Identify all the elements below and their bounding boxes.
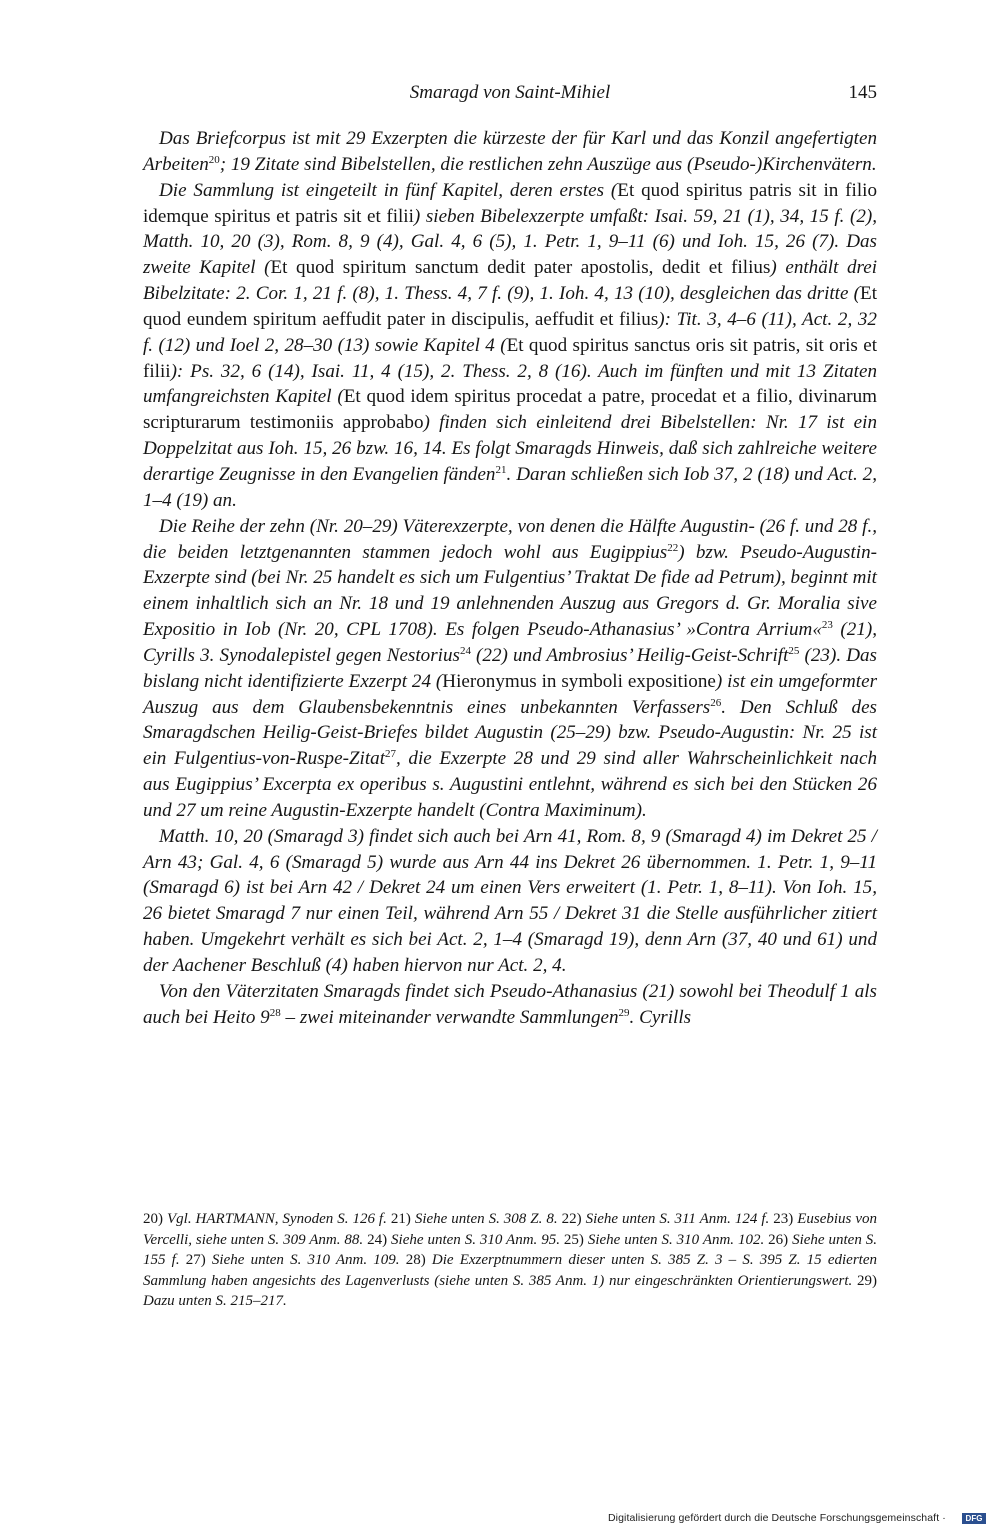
footnote-text: Vgl. HARTMANN, Synoden S. 126 f. <box>166 1211 387 1227</box>
latin-quote: Hieronymus in symboli expositione <box>442 670 716 692</box>
text-run: 24) <box>363 1231 392 1248</box>
text-run: ) sieben Bibelexzerpte umfaßt: Isai. 59, 21 (1), 34, 15 f. (2), Matth. 10, 20 (3), Rom. 8, 9 (4), Gal. 4, 6 (5), 1. Petr. 1, 9–11 (6) und Ioh. 15, 26 (7). Das zweite Kapitel ( <box>143 205 877 279</box>
latin-quote: Et quod spiritus patris sit in filio idemque spiritus et patris sit et filii <box>143 179 877 227</box>
footnote-ref: 28 <box>269 1006 281 1019</box>
text-run: 21) <box>386 1211 415 1227</box>
text-run: . Cyrills <box>629 1006 692 1028</box>
footnote-text: Die Exzerptnummern dieser unten S. 385 Z. 3 – S. 395 Z. 15 edierten Sammlung haben angesichts des Lagenverlusts (siehe unten S. 385 Anm. 1) nur eingeschränkten Orientierungswert. <box>143 1252 877 1289</box>
text-run: (22) und Ambrosius’ Heilig-Geist-Schrift <box>470 644 789 666</box>
paragraph <box>143 514 877 824</box>
footnotes <box>143 1209 877 1312</box>
text-run: 28) <box>399 1252 432 1269</box>
text-run: 25) <box>559 1231 588 1248</box>
text-run: ) enthält drei Bibelzitate: 2. Cor. 1, 21 f. (8), 1. Thess. 4, 7 f. (9), 1. Ioh. 4, 13 (10), desgleichen das dritte ( <box>143 257 878 305</box>
text-run: 27) <box>179 1252 212 1269</box>
footnote-ref: 26 <box>710 696 722 709</box>
text-run: ): Ps. 32, 6 (14), Isai. 11, 4 (15), 2. Thess. 2, 8 (16). Auch im fünften und mit 13 Zitaten umfangreichsten Kapitel ( <box>143 360 877 408</box>
text-run: ; 19 Zitate sind Bibelstellen, die restlichen zehn Auszüge aus (Pseudo-)Kirchenvätern. <box>219 153 877 175</box>
text-run: ): Tit. 3, 4–6 (11), Act. 2, 32 f. (12) und Ioel 2, 28–30 (13) sowie Kapitel 4 ( <box>143 308 877 356</box>
footnote-text: Dazu unten S. 215–217. <box>143 1293 287 1310</box>
text-run: Die Reihe der zehn (Nr. 20–29) Väterexzerpte, von denen die Hälfte Augustin- (26 f. und 28 f., die beiden letztgenannten stammen jedoch wohl aus Eugippius <box>143 515 877 563</box>
footnote-ref: 24 <box>459 644 471 657</box>
running-title: Smaragd von Saint-Mihiel <box>409 82 611 103</box>
text-run: . Daran schließen sich Iob 37, 2 (18) und Act. 2, 1–4 (19) an. <box>143 463 877 511</box>
footnote-text: Siehe unten S. 308 Z. 8. <box>414 1211 558 1227</box>
text-run: ) ist ein umgeformter Auszug aus dem Glaubensbekenntnis eines unbekannten Verfassers <box>143 670 877 718</box>
text-run: Das Briefcorpus ist mit 29 Exzerpten die kürzeste der für Karl und das Konzil angefertigten Arbeiten <box>143 128 877 175</box>
text-run: ) bzw. Pseudo-Augustin-Exzerpte sind (bei Nr. 25 handelt es sich um Fulgentius’ Traktat De fide ad Petrum), beginnt mit einem inhaltlich sich an Nr. 18 und 19 anlehnenden Auszug aus Gregors d. Gr. Moralia sive Expositio in Iob (Nr. 20, CPL 1708). Es folgen Pseudo-Athanasius’ »Contra Arrium« <box>143 541 877 641</box>
text-run: 23) <box>769 1211 798 1227</box>
latin-quote: Et quod idem spiritus procedat a patre, procedat et a filio, divinarum scripturarum testimoniis approbabo <box>143 386 878 434</box>
text-run: Die Sammlung ist eingeteilt in fünf Kapitel, deren erstes ( <box>159 179 618 201</box>
text-run: (21), Cyrills 3. Synodalepistel gegen Nestorius <box>143 619 877 666</box>
latin-quote: Et quod spiritus sanctus oris sit patris, sit oris et filii <box>143 334 877 382</box>
footnote-ref: 22 <box>667 541 679 554</box>
paragraph <box>143 979 877 1031</box>
text-run: – zwei miteinander verwandte Sammlungen <box>280 1006 619 1028</box>
footnote-ref: 20 <box>208 153 220 166</box>
footnote-ref: 27 <box>385 748 397 761</box>
footnote-ref: 29 <box>618 1006 630 1019</box>
footnote-ref: 21 <box>495 463 507 476</box>
dfg-logo: DFG <box>962 1513 986 1524</box>
footnote-text: Eusebius von Vercelli, siehe unten S. 309 Anm. 88. <box>143 1211 878 1248</box>
footnote-text: Siehe unten S. 310 Anm. 95. <box>391 1231 560 1248</box>
text-run: 22) <box>557 1211 586 1227</box>
text-run: . Den Schluß des Smaragdschen Heilig-Geist-Briefes bildet Augustin (25–29) bzw. Pseudo-Augustin: Nr. 25 ist ein Fulgentius-von-Ruspe-Zitat <box>143 696 877 770</box>
text-run: ) finden sich einleitend drei Bibelstellen: Nr. 17 ist ein Doppelzitat aus Ioh. 15, 26 bzw. 16, 14. Es folgt Smaragds Hinweis, daß sich zahlreiche weitere derartige Zeugnisse in den Evangelien fänden <box>143 412 877 485</box>
text-run: 26) <box>764 1231 793 1248</box>
paragraph <box>143 178 877 514</box>
paragraph <box>143 126 877 178</box>
text-run: Von den Väterzitaten Smaragds findet sich Pseudo-Athanasius (21) sowohl bei Theodulf 1 als auch bei Heito 9 <box>143 980 877 1028</box>
footnote-block <box>143 1209 877 1312</box>
footnote-text: Siehe unten S. 310 Anm. 109. <box>211 1252 400 1269</box>
text-run: 20) <box>143 1211 167 1227</box>
text-run: , die Exzerpte 28 und 29 sind aller Wahrscheinlichkeit nach aus Eugippius’ Excerpta ex operibus s. Augustini entlehnt, während es sich bei den Stücken 26 und 27 um reine Augustin-Exzerpte handelt (Contra Maximinum). <box>143 748 877 821</box>
paragraph <box>143 824 877 979</box>
text-run: 29) <box>852 1272 877 1289</box>
footnote-ref: 25 <box>788 644 800 657</box>
footnote-text: Siehe unten S. 310 Anm. 102. <box>587 1231 765 1248</box>
main-text <box>143 126 877 1031</box>
text-run: (23). Das bislang nicht identifizierte Exzerpt 24 ( <box>143 644 877 692</box>
footnote-text: Siehe unten S. 311 Anm. 124 f. <box>585 1211 770 1227</box>
page-number: 145 <box>848 82 877 103</box>
footnote-text: Siehe unten S. 155 f. <box>143 1231 878 1269</box>
latin-quote: Et quod eundem spiritum aeffudit pater in discipulis, aeffudit et filius <box>143 283 877 330</box>
latin-quote: Et quod spiritum sanctum dedit pater apostolis, dedit et filius <box>270 257 771 279</box>
text-run: Matth. 10, 20 (Smaragd 3) findet sich auch bei Arn 41, Rom. 8, 9 (Smaragd 4) im Dekret 25 / Arn 43; Gal. 4, 6 (Smaragd 5) wurde aus Arn 44 ins Dekret 26 übernommen. 1. Petr. 1, 9–11 (Smaragd 6) ist bei Arn 42 / Dekret 24 um einen Vers erweitert (1. Petr. 1, 8–11). Von Ioh. 15, 26 bietet Smaragd 7 nur einen Teil, während Arn 55 / Dekret 31 die Stelle ausführlicher zitiert haben. Umgekehrt verhält es sich bei Act. 2, 1–4 (Smaragd 19), denn Arn (37, 40 und 61) und der Aachener Beschluß (4) haben hiervon nur Act. 2, 4. <box>143 825 877 976</box>
digitization-credit: Digitalisierung gefördert durch die Deutsche Forschungsgemeinschaft · <box>608 1512 946 1524</box>
running-header <box>143 78 877 108</box>
footnote-ref: 23 <box>821 619 833 632</box>
